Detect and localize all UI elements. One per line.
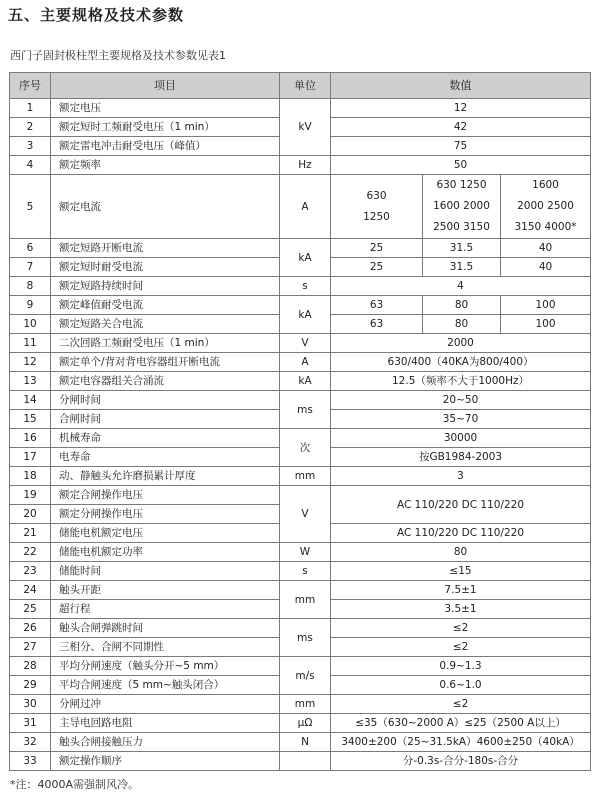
current-value: 3150 4000* <box>514 221 577 233</box>
table-row <box>10 695 591 714</box>
row-no: 16 <box>10 429 51 448</box>
row-value: 630/400（40KA为800/400） <box>331 353 591 372</box>
table-row <box>10 334 591 353</box>
row-no: 6 <box>10 239 51 258</box>
row-item: 额定单个/背对背电容器组开断电流 <box>51 353 280 372</box>
row-no: 12 <box>10 353 51 372</box>
row-unit: kA <box>280 239 331 277</box>
row-no: 5 <box>10 175 51 239</box>
row-value: 20~50 <box>331 391 591 410</box>
row-value: 63 <box>331 296 423 315</box>
row-unit: μΩ <box>280 714 331 733</box>
row-value: 80 <box>423 315 501 334</box>
row-unit: Hz <box>280 156 331 175</box>
table-row <box>10 372 591 391</box>
row-no: 13 <box>10 372 51 391</box>
row-item: 触头合闸接触压力 <box>51 733 280 752</box>
table-row <box>10 353 591 372</box>
row-no: 1 <box>10 99 51 118</box>
row-value: 4 <box>331 277 591 296</box>
row-no: 14 <box>10 391 51 410</box>
row-value: ≤15 <box>331 562 591 581</box>
table-row <box>10 486 591 505</box>
row-value: 0.6~1.0 <box>331 676 591 695</box>
row-unit: s <box>280 277 331 296</box>
row-no: 24 <box>10 581 51 600</box>
row-no: 27 <box>10 638 51 657</box>
table-row <box>10 657 591 676</box>
row-item: 分闸过冲 <box>51 695 280 714</box>
row-value: 25 <box>331 258 423 277</box>
row-no: 4 <box>10 156 51 175</box>
row-no: 20 <box>10 505 51 524</box>
row-no: 2 <box>10 118 51 137</box>
row-item: 额定短路持续时间 <box>51 277 280 296</box>
row-item: 机械寿命 <box>51 429 280 448</box>
row-value: 3 <box>331 467 591 486</box>
row-unit <box>280 752 331 771</box>
table-row <box>10 391 591 410</box>
table-row <box>10 277 591 296</box>
row-value: 100 <box>501 296 591 315</box>
row-no: 29 <box>10 676 51 695</box>
table-row <box>10 239 591 258</box>
row-value: 3.5±1 <box>331 600 591 619</box>
row-item: 储能电机额定功率 <box>51 543 280 562</box>
table-row <box>10 543 591 562</box>
row-unit: mm <box>280 581 331 619</box>
row-no: 19 <box>10 486 51 505</box>
row-item: 额定电压 <box>51 99 280 118</box>
row-item: 额定频率 <box>51 156 280 175</box>
spec-table <box>9 72 591 771</box>
table-row <box>10 581 591 600</box>
row-no: 9 <box>10 296 51 315</box>
row-no: 23 <box>10 562 51 581</box>
row-value: 25 <box>331 239 423 258</box>
row-value: 75 <box>331 137 591 156</box>
row-value: ≤35（630~2000 A）≤25（2500 A以上） <box>331 714 591 733</box>
row-value: AC 110/220 DC 110/220 <box>331 486 591 524</box>
table-row <box>10 619 591 638</box>
row-value: 0.9~1.3 <box>331 657 591 676</box>
row-unit: N <box>280 733 331 752</box>
row-no: 15 <box>10 410 51 429</box>
row-item: 电寿命 <box>51 448 280 467</box>
row-unit: V <box>280 486 331 543</box>
row-item: 额定电流 <box>51 175 280 239</box>
row-item: 额定合闸操作电压 <box>51 486 280 505</box>
row-no: 8 <box>10 277 51 296</box>
row-no: 21 <box>10 524 51 543</box>
current-col-c <box>501 175 591 239</box>
row-value: 40 <box>501 258 591 277</box>
current-value: 630 <box>366 189 387 202</box>
row-no: 28 <box>10 657 51 676</box>
header-no: 序号 <box>10 73 51 99</box>
row-unit: kA <box>280 372 331 391</box>
row-value: 100 <box>501 315 591 334</box>
section-title: 五、主要规格及技术参数 <box>8 6 185 24</box>
row-value: 63 <box>331 315 423 334</box>
table-caption: 西门子固封极柱型主要规格及技术参数见表1 <box>10 49 226 62</box>
row-item: 合闸时间 <box>51 410 280 429</box>
row-unit: ms <box>280 619 331 657</box>
header-value: 数值 <box>331 73 591 99</box>
row-item: 额定操作顺序 <box>51 752 280 771</box>
row-item: 触头开距 <box>51 581 280 600</box>
row-value: 12.5（频率不大于1000Hz） <box>331 372 591 391</box>
row-no: 25 <box>10 600 51 619</box>
row-unit: W <box>280 543 331 562</box>
row-item: 平均合闸速度（5 mm~触头闭合） <box>51 676 280 695</box>
row-item: 额定雷电冲击耐受电压（峰值） <box>51 137 280 156</box>
row-value: 31.5 <box>423 258 501 277</box>
row-unit: s <box>280 562 331 581</box>
row-item: 额定短路开断电流 <box>51 239 280 258</box>
row-value: 12 <box>331 99 591 118</box>
table-row <box>10 296 591 315</box>
table-row <box>10 467 591 486</box>
row-unit: A <box>280 175 331 239</box>
row-no: 22 <box>10 543 51 562</box>
row-value: ≤2 <box>331 695 591 714</box>
header-unit: 单位 <box>280 73 331 99</box>
current-value: 2500 3150 <box>433 221 490 233</box>
table-row <box>10 562 591 581</box>
row-no: 10 <box>10 315 51 334</box>
row-item: 额定短路关合电流 <box>51 315 280 334</box>
row-value: 分-0.3s-合分-180s-合分 <box>331 752 591 771</box>
row-no: 3 <box>10 137 51 156</box>
row-unit: A <box>280 353 331 372</box>
row-item: 额定峰值耐受电流 <box>51 296 280 315</box>
row-value: ≤2 <box>331 638 591 657</box>
row-unit: 次 <box>280 429 331 467</box>
table-row <box>10 752 591 771</box>
row-item: 分闸时间 <box>51 391 280 410</box>
row-unit: kV <box>280 99 331 156</box>
row-value: 80 <box>423 296 501 315</box>
current-col-b <box>423 175 501 239</box>
table-row <box>10 175 591 239</box>
row-value: 35~70 <box>331 410 591 429</box>
row-value: 42 <box>331 118 591 137</box>
row-item: 储能时间 <box>51 562 280 581</box>
row-unit: kA <box>280 296 331 334</box>
row-unit: mm <box>280 695 331 714</box>
current-value: 630 1250 <box>436 179 487 191</box>
row-value: 2000 <box>331 334 591 353</box>
row-item: 二次回路工频耐受电压（1 min） <box>51 334 280 353</box>
row-no: 11 <box>10 334 51 353</box>
row-no: 31 <box>10 714 51 733</box>
row-item: 额定电容器组关合涌流 <box>51 372 280 391</box>
row-no: 17 <box>10 448 51 467</box>
table-row <box>10 99 591 118</box>
header-item: 项目 <box>51 73 280 99</box>
current-col-a <box>331 175 423 239</box>
row-value: 80 <box>331 543 591 562</box>
row-value: ≤2 <box>331 619 591 638</box>
table-row <box>10 714 591 733</box>
row-unit: V <box>280 334 331 353</box>
row-item: 平均分闸速度（触头分开~5 mm） <box>51 657 280 676</box>
table-row <box>10 156 591 175</box>
row-value: 7.5±1 <box>331 581 591 600</box>
row-item: 超行程 <box>51 600 280 619</box>
row-item: 额定分闸操作电压 <box>51 505 280 524</box>
current-value: 1250 <box>363 210 390 223</box>
table-header-row <box>10 73 591 99</box>
row-no: 32 <box>10 733 51 752</box>
row-value: AC 110/220 DC 110/220 <box>331 524 591 543</box>
row-item: 储能电机额定电压 <box>51 524 280 543</box>
row-no: 33 <box>10 752 51 771</box>
table-row <box>10 733 591 752</box>
current-value: 1600 <box>532 179 559 191</box>
row-unit: ms <box>280 391 331 429</box>
current-value: 1600 2000 <box>433 200 490 212</box>
row-no: 26 <box>10 619 51 638</box>
row-unit: mm <box>280 467 331 486</box>
row-item: 动、静触头允许磨损累计厚度 <box>51 467 280 486</box>
table-row <box>10 429 591 448</box>
row-item: 三相分、合闸不同期性 <box>51 638 280 657</box>
row-value: 31.5 <box>423 239 501 258</box>
row-value: 按GB1984-2003 <box>331 448 591 467</box>
row-no: 30 <box>10 695 51 714</box>
row-no: 18 <box>10 467 51 486</box>
row-value: 30000 <box>331 429 591 448</box>
row-no: 7 <box>10 258 51 277</box>
row-unit: m/s <box>280 657 331 695</box>
row-item: 额定短时工频耐受电压（1 min） <box>51 118 280 137</box>
row-item: 主导电回路电阻 <box>51 714 280 733</box>
current-value: 2000 2500 <box>517 200 574 212</box>
footnote: *注：4000A需强制风冷。 <box>10 778 140 791</box>
row-value: 50 <box>331 156 591 175</box>
row-value: 40 <box>501 239 591 258</box>
row-value: 3400±200（25~31.5kA）4600±250（40kA） <box>331 733 591 752</box>
row-item: 触头合闸弹跳时间 <box>51 619 280 638</box>
row-item: 额定短时耐受电流 <box>51 258 280 277</box>
